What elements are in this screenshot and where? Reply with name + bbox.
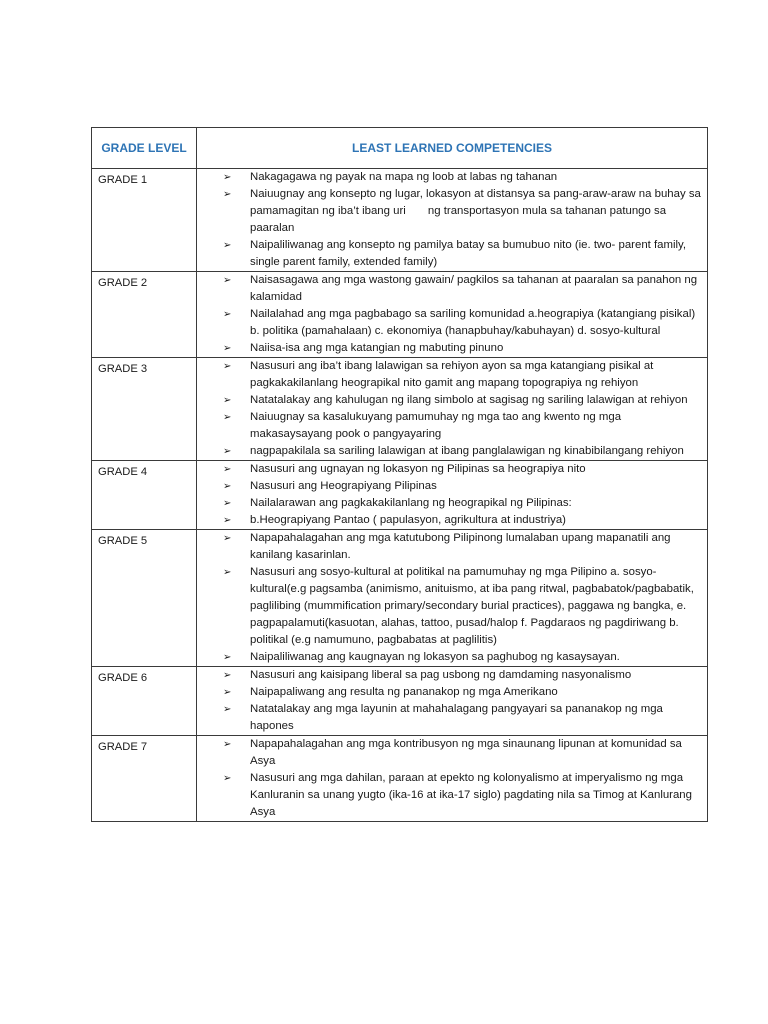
table-row <box>92 169 708 272</box>
competency-item: ➢ Natatalakay ang mga layunin at mahahalagang pangyayari sa pananakop ng mga hapones <box>223 701 701 735</box>
grade-level-header: GRADE LEVEL <box>92 128 197 169</box>
table-header-row <box>92 128 708 169</box>
competencies-cell <box>197 461 708 530</box>
competency-item: ➢ Nakagagawa ng payak na mapa ng loob at labas ng tahanan <box>223 169 701 186</box>
competency-list <box>223 272 701 323</box>
competency-item: ➢ Natatalakay ang kahulugan ng ilang simbolo at sagisag ng sariling lalawigan at rehiyon <box>223 392 701 409</box>
table-row <box>92 736 708 822</box>
table-row <box>92 272 708 358</box>
competencies-cell <box>197 530 708 667</box>
competency-item: ➢ Naiuugnay sa kasalukuyang pamumuhay ng mga tao ang kwento ng mga makasaysayang pook o pangyayaring <box>223 409 701 443</box>
table-row <box>92 461 708 530</box>
competency-item: ➢ nagpapakilala sa sariling lalawigan at ibang panglalawigan ng kinabibilangang rehiyon <box>223 443 701 460</box>
competency-list <box>223 340 701 357</box>
competency-continuation: b. politika (pamahalaan) c. ekonomiya (hanapbuhay/kabuhayan) d. sosyo-kultural <box>250 325 661 337</box>
competency-list <box>223 530 701 666</box>
grade-cell: GRADE 5 <box>92 530 197 667</box>
table-row <box>92 358 708 461</box>
grade-cell: GRADE 6 <box>92 667 197 736</box>
competencies-cell <box>197 169 708 272</box>
competencies-cell <box>197 358 708 461</box>
competency-list <box>223 169 705 271</box>
grade-cell: GRADE 1 <box>92 169 197 272</box>
grade-cell: GRADE 2 <box>92 272 197 358</box>
grade-cell: GRADE 4 <box>92 461 197 530</box>
competencies-cell <box>197 272 708 358</box>
competency-item: ➢ Nasusuri ang iba’t ibang lalawigan sa rehiyon ayon sa mga katangiang pisikal at pagkakakilanlang heograpikal nito gamit ang mapang topograpiya ng rehiyon <box>223 358 701 392</box>
competency-item: ➢ Nailalarawan ang pagkakakilanlang ng heograpikal ng Pilipinas: <box>223 495 701 512</box>
competencies-header: LEAST LEARNED COMPETENCIES <box>197 128 708 169</box>
competency-item: ➢ Naiisa-isa ang mga katangian ng mabuting pinuno <box>223 340 701 357</box>
competency-list <box>223 736 701 821</box>
competency-item: ➢ Napapahalagahan ang mga kontribusyon ng mga sinaunang lipunan at komunidad sa Asya <box>223 736 701 770</box>
grade-cell: GRADE 3 <box>92 358 197 461</box>
competency-item: ➢ Naipapaliwang ang resulta ng pananakop ng mga Amerikano <box>223 684 701 701</box>
competency-item: ➢ Nasusuri ang Heograpiyang Pilipinas <box>223 478 701 495</box>
table-row <box>92 530 708 667</box>
competency-item: ➢ Nasusuri ang sosyo-kultural at politikal na pamumuhay ng mga Pilipino a. sosyo-kultural(e.g pagsamba (animismo, anituismo, at iba pang ritwal, pagbabatok/pagbabatik, paglilibing (mummification primary/secondary burial practices), paggawa ng bangka, e. pagpapalamuti(kasuotan, alahas, tattoo, pusad/halop f. Pagdaraos ng pagdiriwang b. politikal (e.g namumuno, pagbabatas at paglilitis) <box>223 564 701 649</box>
competencies-table <box>91 127 708 822</box>
grade-cell: GRADE 7 <box>92 736 197 822</box>
competency-item: ➢ Nasusuri ang ugnayan ng lokasyon ng Pilipinas sa heograpiya nito <box>223 461 701 478</box>
competency-list <box>223 358 701 460</box>
competency-item: ➢ Naipaliliwanag ang kaugnayan ng lokasyon sa paghubog ng kasaysayan. <box>223 649 701 666</box>
competency-list <box>223 461 701 529</box>
competency-item: ➢ Naiuugnay ang konsepto ng lugar, lokasyon at distansya sa pang-araw-araw na buhay sa pamamagitan ng iba’t ibang uri ng transportasyon mula sa tahanan patungo sa paaralan <box>223 186 701 237</box>
competency-item <box>223 306 701 323</box>
competencies-cell <box>197 736 708 822</box>
competency-item: ➢ Naisasagawa ang mga wastong gawain/ pagkilos sa tahanan at paaralan sa panahon ng kalamidad <box>223 272 701 306</box>
competency-item: ➢ Naipaliliwanag ang konsepto ng pamilya batay sa bumubuo nito (ie. two- parent family, single parent family, extended family) <box>223 237 701 271</box>
competency-list <box>223 667 701 735</box>
competencies-cell <box>197 667 708 736</box>
competency-item: ➢ Nasusuri ang kaisipang liberal sa pag usbong ng damdaming nasyonalismo <box>223 667 701 684</box>
competency-text: Nailalahad ang mga pagbabago sa sariling komunidad a.heograpiya (katangiang pisikal) <box>250 308 696 320</box>
competency-item: ➢ b.Heograpiyang Pantao ( papulasyon, agrikultura at industriya) <box>223 512 701 529</box>
competency-item: ➢ Napapahalagahan ang mga katutubong Pilipinong lumalaban upang mapanatili ang kanilang kasarinlan. <box>223 530 701 564</box>
table-row <box>92 667 708 736</box>
competency-item: ➢ Nasusuri ang mga dahilan, paraan at epekto ng kolonyalismo at imperyalismo ng mga Kanluranin sa unang yugto (ika-16 at ika-17 siglo) pagdating nila sa Timog at Kanlurang Asya <box>223 770 701 821</box>
